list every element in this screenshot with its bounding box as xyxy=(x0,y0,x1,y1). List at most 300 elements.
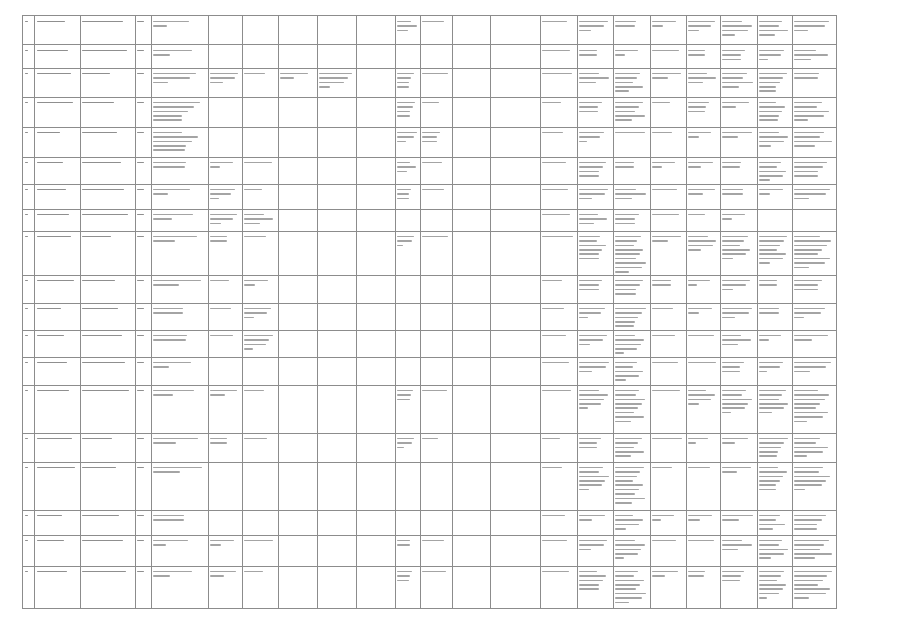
illegible-text-line xyxy=(722,540,742,542)
illegible-text-line xyxy=(210,575,224,577)
table-cell xyxy=(135,433,152,463)
illegible-text-line xyxy=(210,390,237,392)
table-cell xyxy=(540,357,578,386)
table-cell xyxy=(792,566,837,609)
table-cell xyxy=(792,357,837,386)
illegible-text-line xyxy=(153,132,182,134)
table-cell xyxy=(757,157,793,185)
illegible-text-line xyxy=(615,321,635,323)
illegible-text-line xyxy=(615,111,635,113)
illegible-text-line xyxy=(615,280,643,282)
illegible-text-line xyxy=(652,214,679,216)
illegible-text-line xyxy=(82,73,110,75)
table-cell xyxy=(35,462,81,511)
table-cell xyxy=(613,45,651,69)
table-cell xyxy=(356,15,396,45)
illegible-text-line xyxy=(794,471,819,473)
illegible-text-line xyxy=(25,308,28,310)
table-cell xyxy=(135,535,152,567)
illegible-text-line xyxy=(542,362,569,364)
table-cell xyxy=(540,462,578,511)
table-cell xyxy=(720,68,758,98)
illegible-text-line xyxy=(244,317,254,319)
illegible-text-line xyxy=(37,540,64,542)
illegible-text-line xyxy=(794,59,811,61)
illegible-text-line xyxy=(794,132,824,134)
table-cell xyxy=(720,45,758,69)
table-cell xyxy=(686,330,721,358)
table-cell xyxy=(151,68,209,98)
illegible-text-line xyxy=(153,119,182,121)
illegible-text-line xyxy=(794,571,832,573)
illegible-text-line xyxy=(759,171,786,173)
illegible-text-line xyxy=(615,198,632,200)
table-cell xyxy=(540,535,578,567)
illegible-text-line xyxy=(153,73,196,75)
illegible-text-line xyxy=(210,394,225,396)
illegible-text-line xyxy=(579,223,594,225)
illegible-text-line xyxy=(153,82,168,84)
illegible-text-line xyxy=(759,597,767,599)
illegible-text-line xyxy=(579,371,592,373)
table-cell xyxy=(35,45,81,69)
illegible-text-line xyxy=(579,166,603,168)
illegible-text-line xyxy=(153,544,166,546)
illegible-text-line xyxy=(759,312,779,314)
illegible-text-line xyxy=(244,280,268,282)
table-cell xyxy=(208,275,243,304)
table-cell xyxy=(540,303,578,331)
illegible-text-line xyxy=(397,111,410,113)
illegible-text-line xyxy=(244,189,262,191)
illegible-text-line xyxy=(153,571,192,573)
illegible-text-line xyxy=(759,524,785,526)
illegible-text-line xyxy=(153,189,190,191)
illegible-text-line xyxy=(722,284,746,286)
table-cell xyxy=(420,462,453,511)
table-cell xyxy=(757,184,793,210)
table-cell xyxy=(490,330,541,358)
illegible-text-line xyxy=(794,115,824,117)
table-cell xyxy=(22,45,35,69)
illegible-text-line xyxy=(137,73,144,75)
table-cell xyxy=(22,127,35,158)
table-cell xyxy=(35,184,81,210)
illegible-text-line xyxy=(615,82,633,84)
illegible-text-line xyxy=(579,198,592,200)
illegible-text-line xyxy=(82,132,117,134)
table-cell xyxy=(420,275,453,304)
illegible-text-line xyxy=(319,77,348,79)
table-cell xyxy=(452,510,491,536)
illegible-text-line xyxy=(688,189,715,191)
illegible-text-line xyxy=(579,214,598,216)
illegible-text-line xyxy=(688,284,697,286)
table-cell xyxy=(151,275,209,304)
table-cell xyxy=(490,566,541,609)
illegible-text-line xyxy=(759,162,781,164)
illegible-text-line xyxy=(615,480,633,482)
table-cell xyxy=(577,68,614,98)
table-cell xyxy=(242,510,279,536)
table-cell xyxy=(720,157,758,185)
illegible-text-line xyxy=(579,362,609,364)
table-cell xyxy=(278,209,318,232)
illegible-text-line xyxy=(688,390,706,392)
table-cell xyxy=(650,303,687,331)
illegible-text-line xyxy=(722,571,744,573)
table-cell xyxy=(35,157,81,185)
illegible-text-line xyxy=(579,339,603,341)
table-cell xyxy=(613,275,651,304)
illegible-text-line xyxy=(794,407,816,409)
table-cell xyxy=(792,330,837,358)
table-cell xyxy=(720,566,758,609)
illegible-text-line xyxy=(688,21,715,23)
table-cell xyxy=(757,231,793,276)
table-cell xyxy=(151,303,209,331)
illegible-text-line xyxy=(759,593,779,595)
table-cell xyxy=(540,231,578,276)
illegible-text-line xyxy=(397,544,410,546)
illegible-text-line xyxy=(422,136,437,138)
table-cell xyxy=(452,535,491,567)
illegible-text-line xyxy=(210,193,231,195)
illegible-text-line xyxy=(153,111,188,113)
table-cell xyxy=(22,535,35,567)
illegible-text-line xyxy=(397,86,409,88)
table-cell xyxy=(208,45,243,69)
table-cell xyxy=(135,68,152,98)
illegible-text-line xyxy=(244,438,267,440)
illegible-text-line xyxy=(688,312,699,314)
table-cell xyxy=(22,510,35,536)
illegible-text-line xyxy=(722,253,746,255)
illegible-text-line xyxy=(615,412,634,414)
illegible-text-line xyxy=(82,308,118,310)
table-cell xyxy=(135,510,152,536)
illegible-text-line xyxy=(722,258,733,260)
illegible-text-line xyxy=(579,584,599,586)
illegible-text-line xyxy=(615,597,642,599)
illegible-text-line xyxy=(794,371,810,373)
illegible-text-line xyxy=(794,193,826,195)
table-cell xyxy=(395,385,421,434)
table-cell xyxy=(452,330,491,358)
illegible-text-line xyxy=(615,189,636,191)
illegible-text-line xyxy=(37,236,71,238)
illegible-text-line xyxy=(153,335,187,337)
illegible-text-line xyxy=(579,390,599,392)
illegible-text-line xyxy=(615,557,624,559)
table-cell xyxy=(395,535,421,567)
illegible-text-line xyxy=(579,308,605,310)
table-cell xyxy=(613,127,651,158)
table-cell xyxy=(135,303,152,331)
table-cell xyxy=(208,462,243,511)
illegible-text-line xyxy=(579,25,604,27)
table-cell xyxy=(208,330,243,358)
table-cell xyxy=(278,15,318,45)
illegible-text-line xyxy=(759,540,782,542)
table-cell xyxy=(650,68,687,98)
illegible-text-line xyxy=(542,390,571,392)
table-cell xyxy=(356,385,396,434)
illegible-text-line xyxy=(579,175,599,177)
illegible-text-line xyxy=(280,77,294,79)
illegible-text-line xyxy=(722,580,740,582)
table-cell xyxy=(356,510,396,536)
table-cell xyxy=(792,385,837,434)
table-cell xyxy=(420,209,453,232)
table-cell xyxy=(720,303,758,331)
illegible-text-line xyxy=(397,102,415,104)
table-cell xyxy=(317,184,357,210)
illegible-text-line xyxy=(244,335,273,337)
illegible-text-line xyxy=(615,571,638,573)
table-cell xyxy=(80,510,136,536)
illegible-text-line xyxy=(759,59,768,61)
table-cell xyxy=(35,535,81,567)
illegible-text-line xyxy=(688,132,711,134)
illegible-text-line xyxy=(137,236,144,238)
illegible-text-line xyxy=(397,198,409,200)
illegible-text-line xyxy=(759,145,771,147)
illegible-text-line xyxy=(210,198,219,200)
illegible-text-line xyxy=(794,21,829,23)
table-cell xyxy=(577,535,614,567)
table-cell xyxy=(356,330,396,358)
illegible-text-line xyxy=(615,339,644,341)
illegible-text-line xyxy=(759,249,777,251)
table-cell xyxy=(278,68,318,98)
illegible-text-line xyxy=(579,438,601,440)
table-cell xyxy=(22,157,35,185)
table-cell xyxy=(22,209,35,232)
illegible-text-line xyxy=(794,519,822,521)
illegible-text-line xyxy=(759,115,779,117)
illegible-text-line xyxy=(82,102,114,104)
illegible-text-line xyxy=(722,34,735,36)
illegible-text-line xyxy=(37,438,72,440)
illegible-text-line xyxy=(722,335,741,337)
table-cell xyxy=(242,127,279,158)
table-cell xyxy=(650,385,687,434)
illegible-text-line xyxy=(25,214,28,216)
table-cell xyxy=(650,209,687,232)
illegible-text-line xyxy=(652,50,679,52)
illegible-text-line xyxy=(652,575,665,577)
table-cell xyxy=(577,97,614,128)
table-cell xyxy=(490,535,541,567)
illegible-text-line xyxy=(794,476,830,478)
table-cell xyxy=(540,184,578,210)
table-cell xyxy=(577,330,614,358)
illegible-text-line xyxy=(759,489,776,491)
illegible-text-line xyxy=(153,240,175,242)
illegible-text-line xyxy=(153,149,185,151)
table-cell xyxy=(395,68,421,98)
table-cell xyxy=(80,535,136,567)
table-cell xyxy=(420,127,453,158)
illegible-text-line xyxy=(244,223,260,225)
table-cell xyxy=(135,127,152,158)
table-cell xyxy=(151,357,209,386)
table-cell xyxy=(80,231,136,276)
illegible-text-line xyxy=(153,575,170,577)
illegible-text-line xyxy=(25,335,28,337)
table-cell xyxy=(80,15,136,45)
illegible-text-line xyxy=(579,245,606,247)
table-cell xyxy=(278,127,318,158)
table-cell xyxy=(208,157,243,185)
illegible-text-line xyxy=(397,21,411,23)
illegible-text-line xyxy=(794,30,808,32)
illegible-text-line xyxy=(722,59,741,61)
illegible-text-line xyxy=(397,136,414,138)
illegible-text-line xyxy=(25,21,28,23)
illegible-text-line xyxy=(759,390,786,392)
table-cell xyxy=(80,184,136,210)
illegible-text-line xyxy=(722,442,735,444)
illegible-text-line xyxy=(397,73,414,75)
table-cell xyxy=(757,433,793,463)
illegible-text-line xyxy=(210,280,229,282)
table-cell xyxy=(395,97,421,128)
illegible-text-line xyxy=(688,308,712,310)
table-cell xyxy=(242,184,279,210)
illegible-text-line xyxy=(579,344,590,346)
illegible-text-line xyxy=(397,132,417,134)
illegible-text-line xyxy=(615,267,642,269)
table-cell xyxy=(208,97,243,128)
table-cell xyxy=(278,357,318,386)
table-cell xyxy=(208,433,243,463)
table-cell xyxy=(720,15,758,45)
illegible-text-line xyxy=(722,371,740,373)
illegible-text-line xyxy=(615,471,640,473)
illegible-text-line xyxy=(579,30,591,32)
table-cell xyxy=(490,462,541,511)
illegible-text-line xyxy=(794,175,818,177)
illegible-text-line xyxy=(794,399,825,401)
illegible-text-line xyxy=(759,553,784,555)
table-cell xyxy=(317,566,357,609)
illegible-text-line xyxy=(759,403,788,405)
illegible-text-line xyxy=(688,245,713,247)
table-cell xyxy=(452,275,491,304)
illegible-text-line xyxy=(794,253,818,255)
illegible-text-line xyxy=(615,451,644,453)
illegible-text-line xyxy=(688,106,706,108)
illegible-text-line xyxy=(615,390,639,392)
illegible-text-line xyxy=(759,86,776,88)
table-cell xyxy=(452,385,491,434)
illegible-text-line xyxy=(794,467,823,469)
illegible-text-line xyxy=(794,455,807,457)
illegible-text-line xyxy=(652,102,670,104)
table-cell xyxy=(356,231,396,276)
table-cell xyxy=(317,385,357,434)
illegible-text-line xyxy=(688,519,700,521)
illegible-text-line xyxy=(722,236,748,238)
illegible-text-line xyxy=(153,438,198,440)
illegible-text-line xyxy=(794,198,809,200)
illegible-text-line xyxy=(579,106,598,108)
illegible-text-line xyxy=(615,493,635,495)
table-cell xyxy=(151,15,209,45)
table-cell xyxy=(792,231,837,276)
illegible-text-line xyxy=(722,136,738,138)
illegible-text-line xyxy=(397,240,412,242)
illegible-text-line xyxy=(153,442,176,444)
table-cell xyxy=(208,385,243,434)
table-cell xyxy=(420,535,453,567)
illegible-text-line xyxy=(794,540,829,542)
illegible-text-line xyxy=(37,21,65,23)
table-cell xyxy=(686,462,721,511)
illegible-text-line xyxy=(722,82,753,84)
table-cell xyxy=(278,433,318,463)
illegible-text-line xyxy=(794,438,820,440)
illegible-text-line xyxy=(794,111,829,113)
illegible-text-line xyxy=(722,549,738,551)
table-cell xyxy=(356,68,396,98)
illegible-text-line xyxy=(759,175,783,177)
illegible-text-line xyxy=(652,189,677,191)
table-cell xyxy=(420,15,453,45)
illegible-text-line xyxy=(153,145,186,147)
illegible-text-line xyxy=(319,86,330,88)
table-cell xyxy=(22,330,35,358)
illegible-text-line xyxy=(722,471,737,473)
illegible-text-line xyxy=(153,50,192,52)
illegible-text-line xyxy=(579,132,604,134)
illegible-text-line xyxy=(153,515,184,517)
illegible-text-line xyxy=(422,571,446,573)
table-cell xyxy=(208,127,243,158)
illegible-text-line xyxy=(722,519,739,521)
table-cell xyxy=(650,97,687,128)
illegible-text-line xyxy=(579,189,608,191)
illegible-text-line xyxy=(652,25,663,27)
illegible-text-line xyxy=(542,280,562,282)
table-cell xyxy=(242,535,279,567)
illegible-text-line xyxy=(615,50,638,52)
table-cell xyxy=(420,68,453,98)
table-cell xyxy=(135,566,152,609)
illegible-text-line xyxy=(759,141,784,143)
illegible-text-line xyxy=(579,571,597,573)
table-cell xyxy=(317,209,357,232)
table-cell xyxy=(395,510,421,536)
table-cell xyxy=(757,15,793,45)
illegible-text-line xyxy=(25,50,28,52)
table-cell xyxy=(35,275,81,304)
illegible-text-line xyxy=(579,317,588,319)
table-cell xyxy=(452,68,491,98)
table-cell xyxy=(356,535,396,567)
illegible-text-line xyxy=(153,136,198,138)
table-cell xyxy=(35,68,81,98)
illegible-text-line xyxy=(37,73,71,75)
table-cell xyxy=(278,566,318,609)
table-cell xyxy=(395,15,421,45)
illegible-text-line xyxy=(652,280,671,282)
table-cell xyxy=(490,303,541,331)
table-cell xyxy=(720,275,758,304)
illegible-text-line xyxy=(794,119,808,121)
